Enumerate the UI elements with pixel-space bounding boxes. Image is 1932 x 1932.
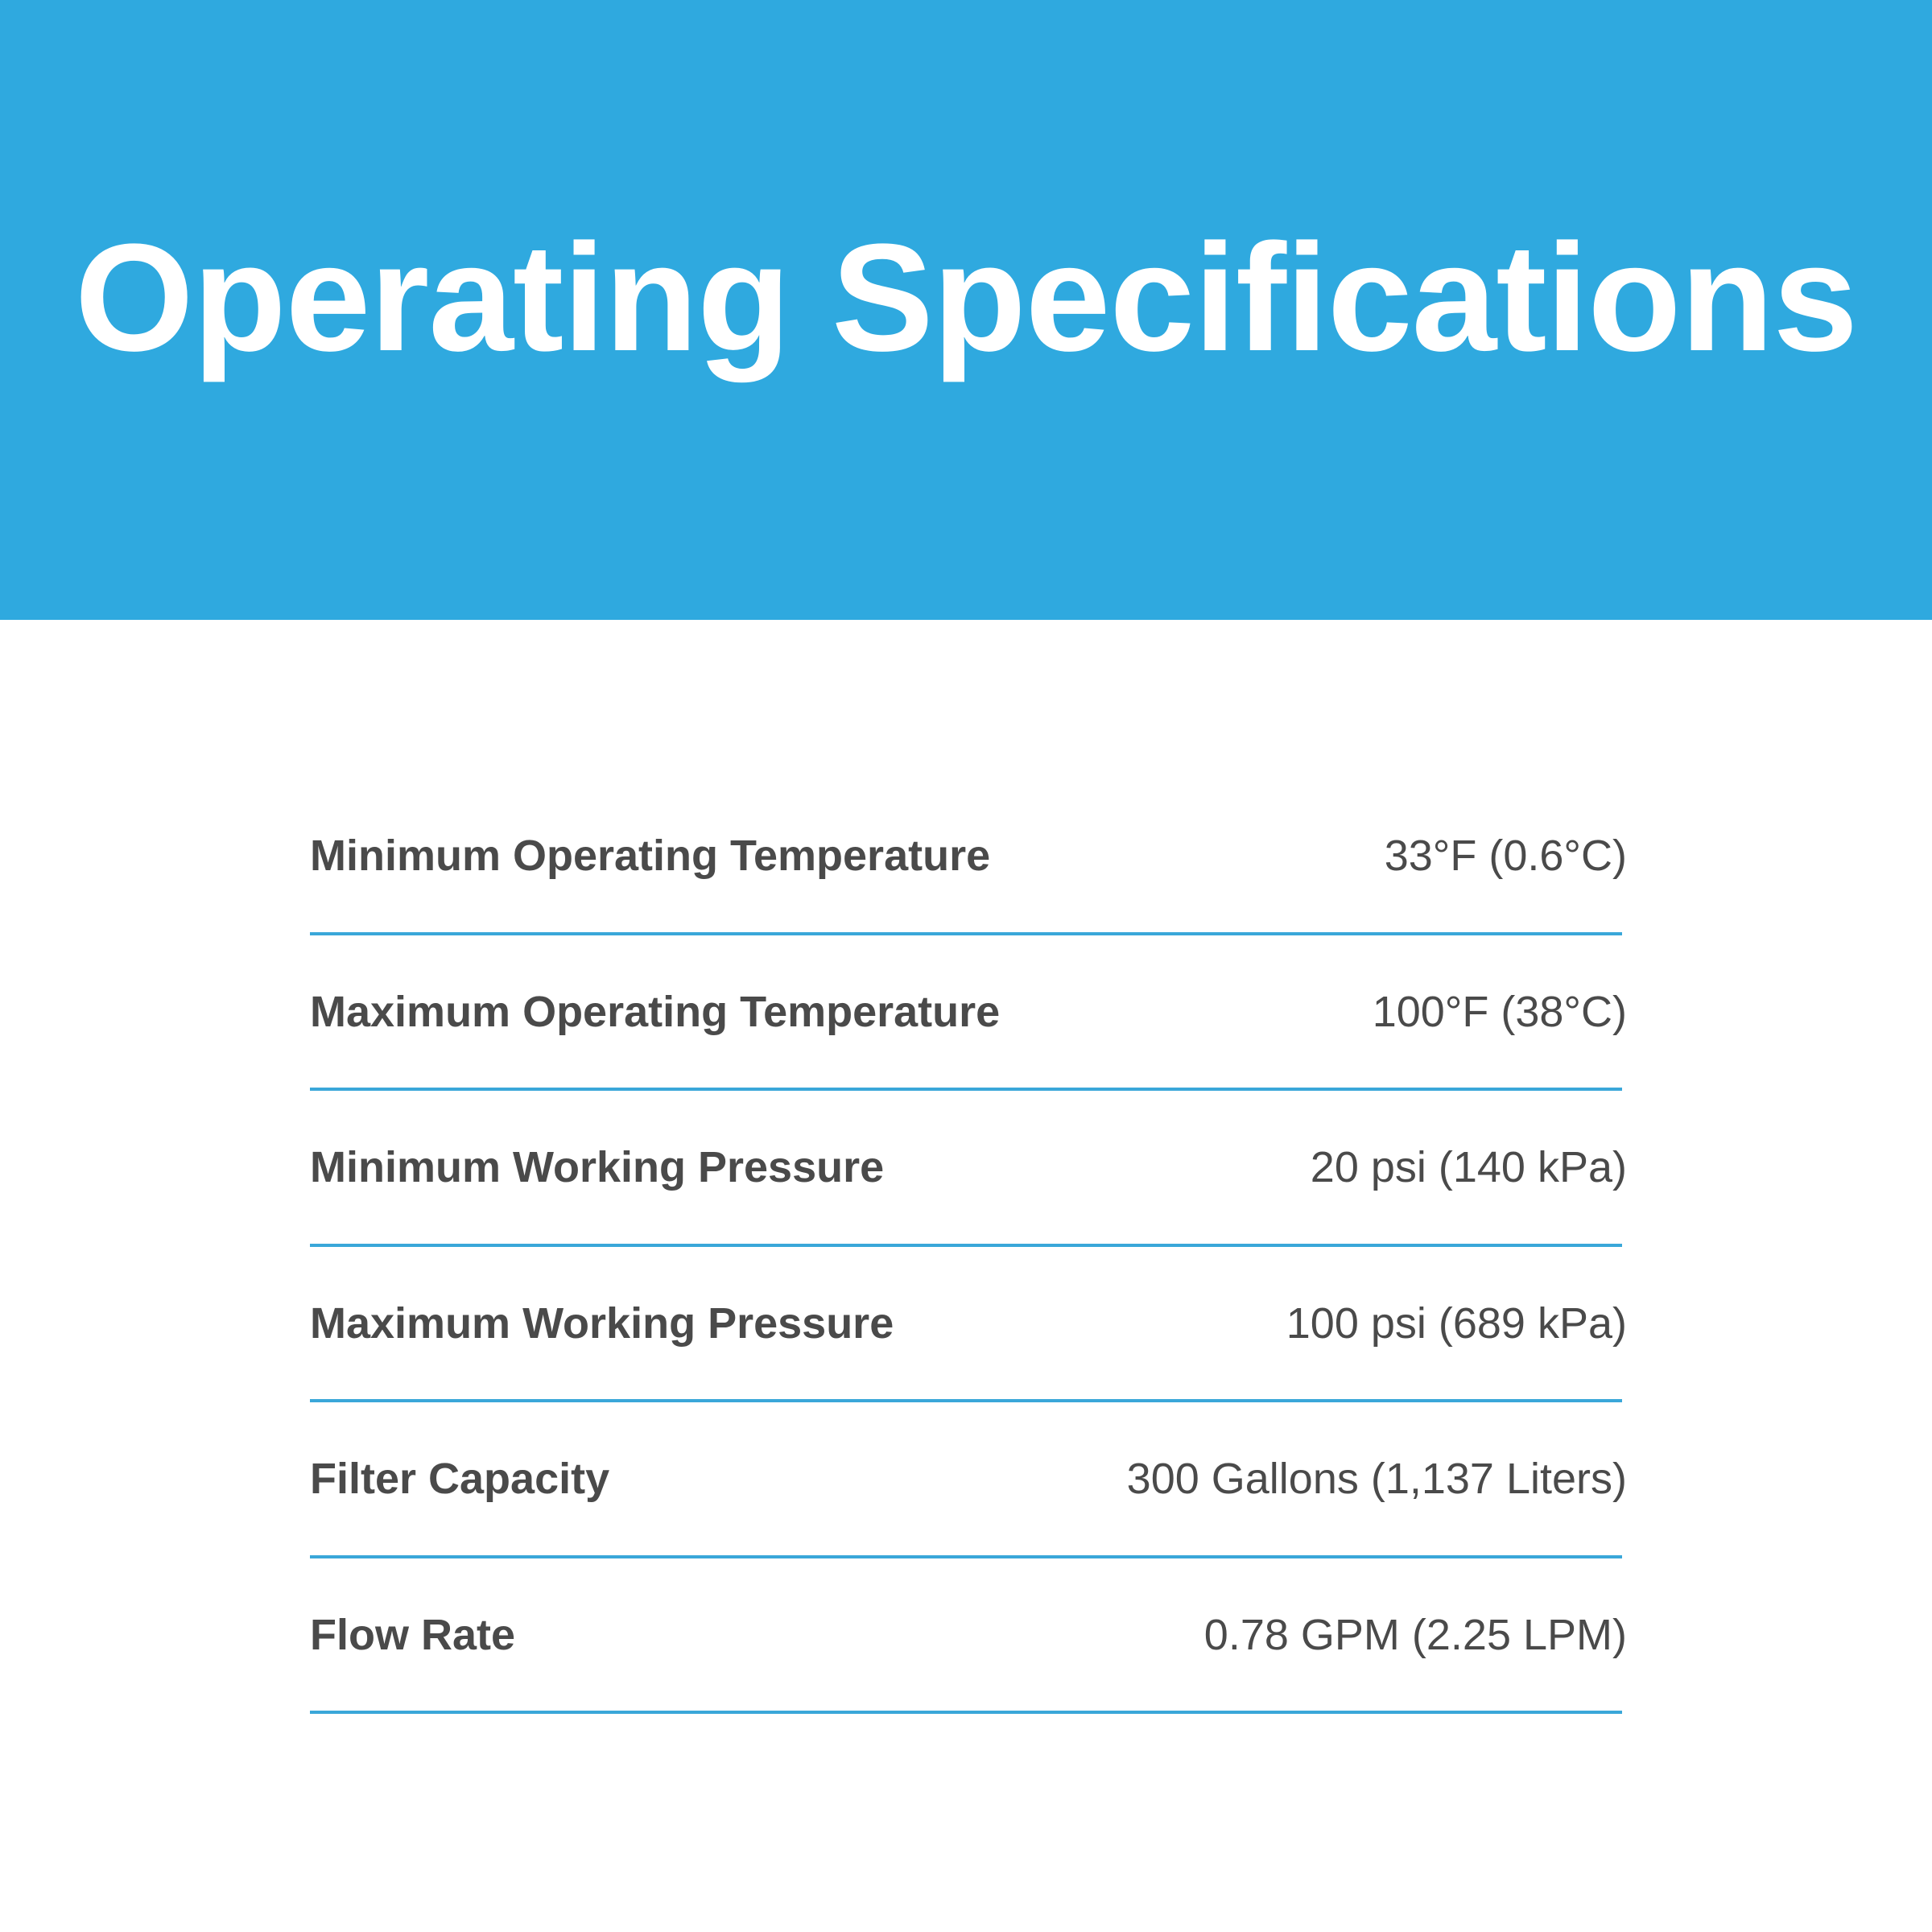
spec-label: Maximum Operating Temperature (310, 987, 1001, 1036)
spec-row-filter-capacity (310, 1402, 1627, 1558)
page-title: Operating Specifications (74, 213, 1858, 383)
spec-row-min-operating-temperature (310, 779, 1627, 935)
spec-row-min-working-pressure (310, 1091, 1627, 1247)
spec-value: 20 psi (140 kPa) (1310, 1143, 1627, 1191)
spec-row-max-working-pressure (310, 1247, 1627, 1403)
spec-label: Maximum Working Pressure (310, 1298, 894, 1348)
spec-table (310, 779, 1627, 1714)
spec-row-flow-rate (310, 1558, 1627, 1715)
spec-value: 0.78 GPM (2.25 LPM) (1203, 1610, 1627, 1659)
header-banner (0, 0, 1932, 620)
spec-value: 300 Gallons (1,137 Liters) (1126, 1455, 1627, 1503)
spec-label: Minimum Working Pressure (310, 1143, 885, 1191)
spec-label: Filter Capacity (310, 1455, 610, 1503)
spec-row-max-operating-temperature (310, 935, 1627, 1092)
spec-label: Minimum Operating Temperature (310, 832, 991, 880)
spec-value: 100 psi (689 kPa) (1286, 1298, 1627, 1348)
spec-value: 100°F (38°C) (1372, 987, 1627, 1036)
spec-value: 33°F (0.6°C) (1384, 832, 1627, 880)
spec-label: Flow Rate (310, 1610, 516, 1659)
